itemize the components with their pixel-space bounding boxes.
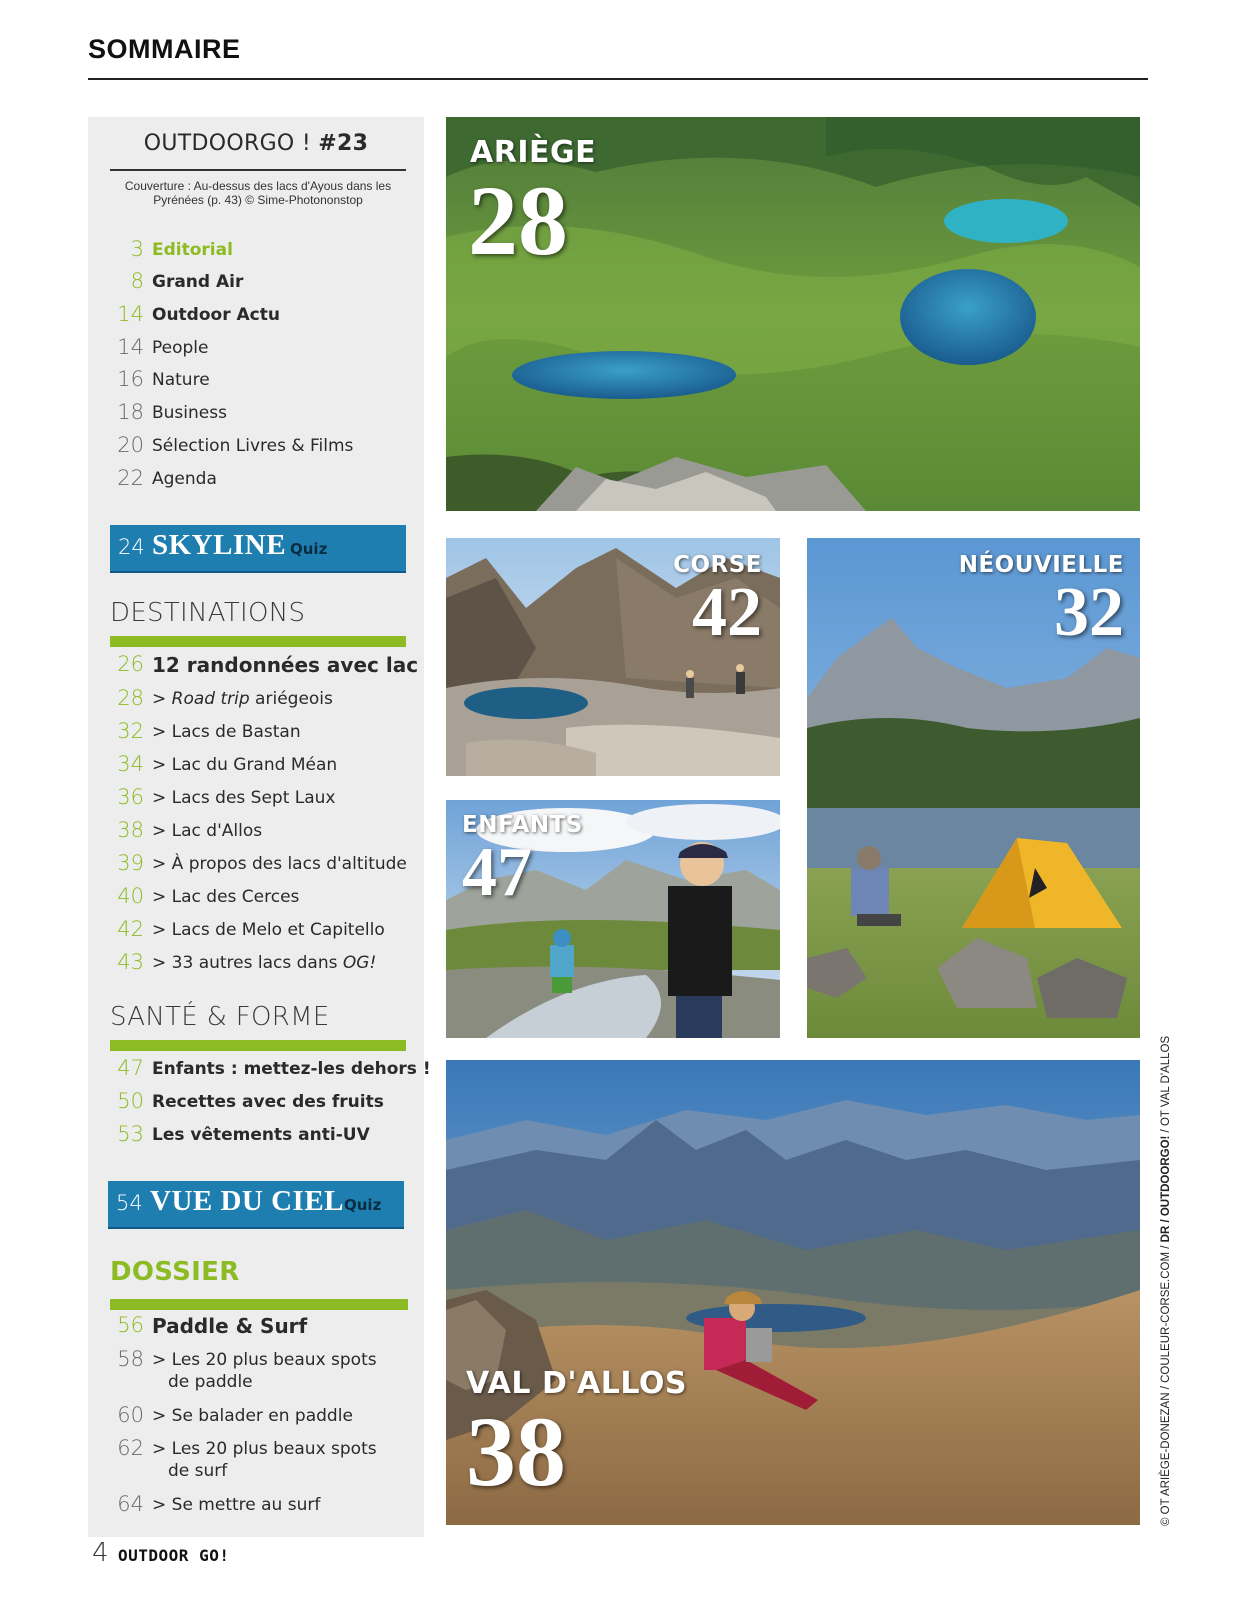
toc-page-number: 20 [117, 433, 144, 457]
toc-page-number: 38 [117, 818, 144, 842]
toc-label: Recettes avec des fruits [152, 1092, 384, 1112]
toc-label: > Les 20 plus beaux spots [152, 1439, 377, 1459]
photo-corse[interactable] [446, 538, 780, 776]
toc-label [152, 854, 407, 874]
page-title: SOMMAIRE [88, 34, 241, 64]
toc-item-balader-paddle[interactable] [88, 1403, 424, 1431]
destination-page-number: 28 [468, 165, 568, 276]
toc-label: Editorial [152, 240, 233, 260]
toc-page-number: 14 [117, 335, 144, 359]
toc-page-number: 40 [117, 884, 144, 908]
magazine-brand: OUTDOOR GO! [118, 1546, 230, 1565]
quiz-tag: Quiz [290, 540, 328, 558]
toc-item-33-lacs[interactable] [88, 950, 424, 978]
toc-page-number: 18 [117, 400, 144, 424]
toc-label: Outdoor Actu [152, 305, 280, 325]
toc-text: À propos des lacs d'altitude [171, 854, 407, 874]
section-title-sante: SANTÉ & FORME [110, 1002, 330, 1032]
issue-number: #23 [318, 131, 369, 156]
toc-prefix: > [152, 821, 172, 841]
toc-label: Business [152, 403, 227, 423]
toc-label: Paddle & Surf [152, 1314, 308, 1338]
destination-label: NÉOUVIELLE [958, 552, 1124, 578]
toc-item-agenda[interactable] [88, 466, 424, 494]
toc-page-number: 22 [117, 466, 144, 490]
toc-label: > Se balader en paddle [152, 1406, 353, 1426]
toc-item-lacs-altitude[interactable] [88, 851, 424, 879]
photo-ariege[interactable] [446, 117, 1140, 511]
toc-item-grand-air[interactable] [88, 269, 424, 297]
credit-part2: DR / OUTDOORGO! [1160, 1135, 1172, 1243]
toc-page-number: 36 [117, 785, 144, 809]
section-rule [110, 636, 406, 647]
destination-page-number: 38 [466, 1396, 566, 1507]
section-rule [110, 1299, 408, 1310]
toc-label [152, 920, 385, 940]
cover-caption: Couverture : Au-dessus des lacs d'Ayous dans les Pyrénées (p. 43) © Sime-Photononstop [124, 179, 392, 207]
toc-page-number: 16 [117, 367, 144, 391]
section-title-dossier: DOSSIER [110, 1257, 240, 1287]
quiz-page-number: 54 [116, 1191, 143, 1215]
toc-page-number: 26 [117, 652, 144, 676]
toc-page-number: 62 [117, 1436, 144, 1460]
quiz-tag: Quiz [344, 1196, 382, 1214]
toc-label: > Se mettre au surf [152, 1495, 321, 1515]
toc-item-enfants[interactable] [88, 1056, 431, 1084]
toc-text: Lacs de Bastan [171, 722, 301, 742]
toc-label: Nature [152, 370, 210, 390]
destination-label: VAL D'ALLOS [466, 1366, 688, 1401]
toc-italic: OG! [342, 953, 377, 973]
toc-item-bastan[interactable] [88, 719, 424, 747]
toc-label [152, 953, 376, 973]
quiz-title: VUE DU CIEL [150, 1185, 345, 1217]
toc-item-grand-mean[interactable] [88, 752, 424, 780]
quiz-title: SKYLINE [152, 529, 287, 561]
toc-item-anti-uv[interactable] [88, 1122, 424, 1150]
toc-page-number: 47 [117, 1056, 144, 1080]
destination-page-number: 47 [462, 834, 532, 911]
toc-label-continued: de surf [168, 1461, 228, 1481]
issue-rule [110, 169, 406, 171]
toc-page-number: 50 [117, 1089, 144, 1113]
toc-item-editorial[interactable] [88, 237, 424, 265]
section-rule [110, 1040, 406, 1051]
toc-text: Lacs de Melo et Capitello [171, 920, 385, 940]
quiz-skyline-banner[interactable] [110, 525, 406, 573]
header-rule [88, 78, 1148, 80]
quiz-page-number: 24 [118, 535, 145, 559]
toc-item-spots-paddle[interactable] [88, 1347, 424, 1397]
toc-label [152, 887, 299, 907]
toc-page-number: 53 [117, 1122, 144, 1146]
toc-prefix: > [152, 755, 172, 775]
toc-page-number: 14 [117, 302, 144, 326]
toc-page-number: 60 [117, 1403, 144, 1427]
toc-text: Lac du Grand Méan [171, 755, 338, 775]
toc-item-road-trip[interactable] [88, 686, 424, 714]
toc-item-randonnees[interactable] [88, 652, 424, 680]
toc-item-allos[interactable] [88, 818, 424, 846]
toc-label [152, 689, 333, 709]
toc-page-number: 28 [117, 686, 144, 710]
toc-item-recettes[interactable] [88, 1089, 424, 1117]
toc-label [152, 788, 336, 808]
toc-item-people[interactable] [88, 335, 424, 363]
toc-label [152, 722, 301, 742]
destination-label: ENFANTS [462, 812, 583, 838]
credit-part1: © OT ARIÈGE-DONEZAN / COULEUR-CORSE.COM / [1160, 1242, 1172, 1526]
toc-label: Agenda [152, 469, 217, 489]
toc-prefix: > [152, 854, 172, 874]
toc-prefix: > [152, 722, 172, 742]
toc-label: > Les 20 plus beaux spots [152, 1350, 377, 1370]
toc-label: People [152, 338, 209, 358]
photo-neouvielle[interactable] [807, 538, 1140, 1038]
toc-page-number: 3 [130, 237, 144, 261]
section-title-destinations: DESTINATIONS [110, 598, 306, 628]
toc-item-cerces[interactable] [88, 884, 424, 912]
toc-text: Lac des Cerces [171, 887, 300, 907]
toc-label-continued: de paddle [168, 1372, 253, 1392]
toc-label: 12 randonnées avec lac [152, 653, 419, 677]
issue-prefix: OUTDOORGO ! [143, 131, 319, 156]
photo-val-d-allos[interactable] [446, 1060, 1140, 1525]
toc-label: Sélection Livres & Films [152, 436, 354, 456]
destination-label: CORSE [673, 552, 762, 578]
toc-item-spots-surf[interactable] [88, 1436, 424, 1486]
quiz-vue-du-ciel-banner[interactable] [108, 1181, 404, 1229]
destination-page-number: 42 [692, 574, 762, 651]
toc-item-selection[interactable] [88, 433, 424, 461]
toc-page-number: 56 [117, 1313, 144, 1337]
toc-italic: Road trip [171, 689, 250, 709]
toc-item-sept-laux[interactable] [88, 785, 424, 813]
small-child [550, 929, 574, 993]
toc-item-mettre-surf[interactable] [88, 1492, 424, 1520]
toc-prefix: > [152, 953, 172, 973]
destination-label: ARIÈGE [470, 135, 597, 170]
toc-label [152, 755, 337, 775]
photo-credit [1160, 1036, 1172, 1526]
toc-page-number: 8 [130, 269, 144, 293]
toc-page-number: 64 [117, 1492, 144, 1516]
toc-sidebar [88, 117, 431, 1537]
toc-page-number: 39 [117, 851, 144, 875]
toc-item-melo-capitello[interactable] [88, 917, 424, 945]
toc-item-nature[interactable] [88, 367, 424, 395]
toc-text: Lac d'Allos [171, 821, 263, 841]
issue-title [88, 131, 424, 156]
toc-page-number: 58 [117, 1347, 144, 1371]
toc-text: 33 autres lacs dans [171, 953, 343, 973]
toc-prefix: > [152, 788, 172, 808]
toc-item-paddle-surf[interactable] [88, 1313, 424, 1341]
toc-page-number: 34 [117, 752, 144, 776]
page-number: 4 [92, 1538, 109, 1568]
toc-item-business[interactable] [88, 400, 424, 428]
toc-text: Lacs des Sept Laux [171, 788, 336, 808]
toc-page-number: 42 [117, 917, 144, 941]
toc-label: Grand Air [152, 272, 244, 292]
destination-page-number: 32 [1054, 574, 1124, 651]
toc-page-number: 32 [117, 719, 144, 743]
credit-part3: / OT VAL D'ALLOS [1160, 1035, 1172, 1136]
toc-label [152, 821, 262, 841]
toc-label: Les vêtements anti-UV [152, 1125, 370, 1145]
photo-enfants[interactable] [446, 800, 780, 1038]
toc-item-outdoor-actu[interactable] [88, 302, 424, 330]
toc-prefix: > [152, 920, 172, 940]
toc-page-number: 43 [117, 950, 144, 974]
toc-prefix: > [152, 887, 172, 907]
toc-text: ariégeois [249, 689, 333, 709]
toc-label: Enfants : mettez-les dehors ! [152, 1059, 431, 1079]
toc-prefix: > [152, 689, 172, 709]
